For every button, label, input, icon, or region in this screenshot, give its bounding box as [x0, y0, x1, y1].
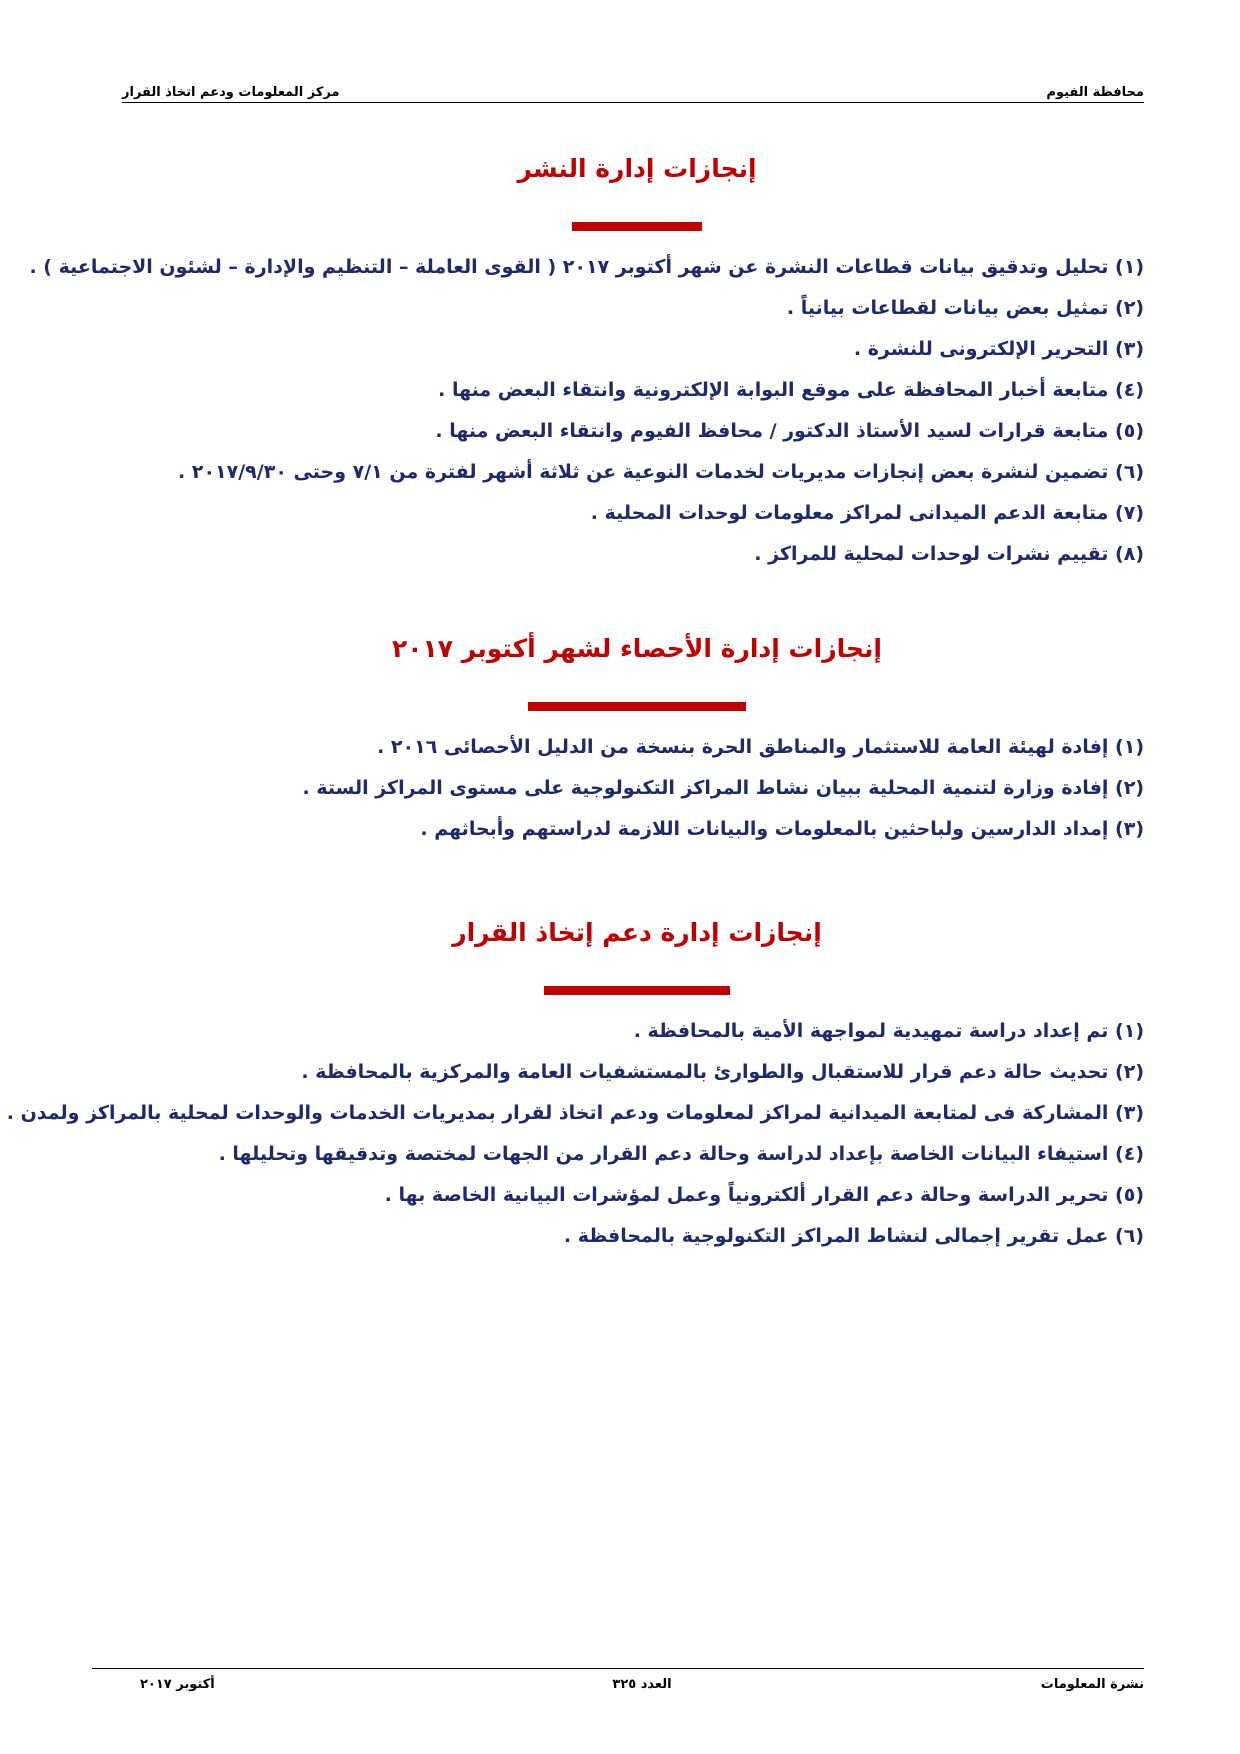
list-item: (١) تحليل وتدقيق بيانات قطاعات النشرة عن شهر أكتوبر ٢٠١٧ ( القوى العاملة – التنظيم والإدارة – لشئون الاجتماعية ) . [29, 256, 1144, 278]
section-decision-support [6, 916, 1144, 1257]
section-title: إنجازات إدارة دعم إتخاذ القرار [452, 918, 822, 947]
header-center-name: مركز المعلومات ودعم اتخاذ القرار [122, 85, 340, 100]
list-item: (٧) متابعة الدعم الميدانى لمراكز معلومات لوحدات المحلية . [590, 502, 1144, 524]
page-footer [92, 1668, 1144, 1692]
list-item: (٤) متابعة أخبار المحافظة على موقع البوابة الإلكترونية وانتقاء البعض منها . [438, 379, 1144, 401]
list-item: (٣) إمداد الدارسين ولباحثين بالمعلومات والبيانات اللازمة لدراستهم وأبحاثهم . [420, 818, 1144, 840]
list-item: (٤) استيفاء البيانات الخاصة بإعداد لدراسة وحالة دعم القرار من الجهات لمختصة وتدقيقها وتحليلها . [218, 1143, 1144, 1165]
footer-publication-name: نشرة المعلومات [1040, 1677, 1144, 1692]
section-statistics [130, 632, 1144, 850]
title-underline [572, 222, 702, 231]
section-publishing [29, 152, 1144, 575]
list-item: (٣) التحرير الإلكترونى للنشرة . [853, 338, 1144, 360]
achievements-list [130, 727, 1144, 850]
list-item: (٦) تضمين لنشرة بعض إنجازات مديريات لخدمات النوعية عن ثلاثة أشهر لفترة من ٧/١ وحتى ٢٠١٧/٩/٣٠ . [178, 461, 1144, 483]
list-item: (٨) تقييم نشرات لوحدات لمحلية للمراكز . [754, 543, 1144, 565]
list-item: (٥) تحرير الدراسة وحالة دعم القرار ألكترونياً وعمل لمؤشرات البيانية الخاصة بها . [384, 1184, 1144, 1206]
list-item: (٢) تحديث حالة دعم قرار للاستقبال والطوارئ بالمستشفيات العامة والمركزية بالمحافظة . [301, 1061, 1144, 1083]
achievements-list [29, 247, 1144, 575]
title-underline [528, 702, 746, 711]
footer-issue-number: العدد ٣٢٥ [612, 1677, 672, 1692]
title-underline [544, 986, 730, 995]
section-title: إنجازات إدارة النشر [517, 154, 757, 183]
list-item: (١) إفادة لهيئة العامة للاستثمار والمناطق الحرة بنسخة من الدليل الأحصائى ٢٠١٦ . [377, 736, 1144, 758]
achievements-list [6, 1011, 1144, 1257]
list-item: (٦) عمل تقرير إجمالى لنشاط المراكز التكنولوجية بالمحافظة . [563, 1225, 1144, 1247]
list-item: (٥) متابعة قرارات لسيد الأستاذ الدكتور / محافظ الفيوم وانتقاء البعض منها . [435, 420, 1144, 442]
list-item: (٣) المشاركة فى لمتابعة الميدانية لمراكز لمعلومات ودعم اتخاذ لقرار بمديريات الخدمات والوحدات لمحلية بالمراكز ولمدن . [6, 1102, 1144, 1124]
page-header [122, 80, 1144, 103]
list-item: (١) تم إعداد دراسة تمهيدية لمواجهة الأمية بالمحافظة . [633, 1020, 1144, 1042]
footer-date: أكتوبر ٢٠١٧ [140, 1677, 215, 1692]
list-item: (٢) إفادة وزارة لتنمية المحلية ببيان نشاط المراكز التكنولوجية على مستوى المراكز الستة . [302, 777, 1144, 799]
list-item: (٢) تمثيل بعض بيانات لقطاعات بيانياً . [786, 297, 1144, 319]
section-title: إنجازات إدارة الأحصاء لشهر أكتوبر ٢٠١٧ [392, 634, 882, 663]
header-governorate: محافظة الفيوم [1046, 85, 1144, 100]
